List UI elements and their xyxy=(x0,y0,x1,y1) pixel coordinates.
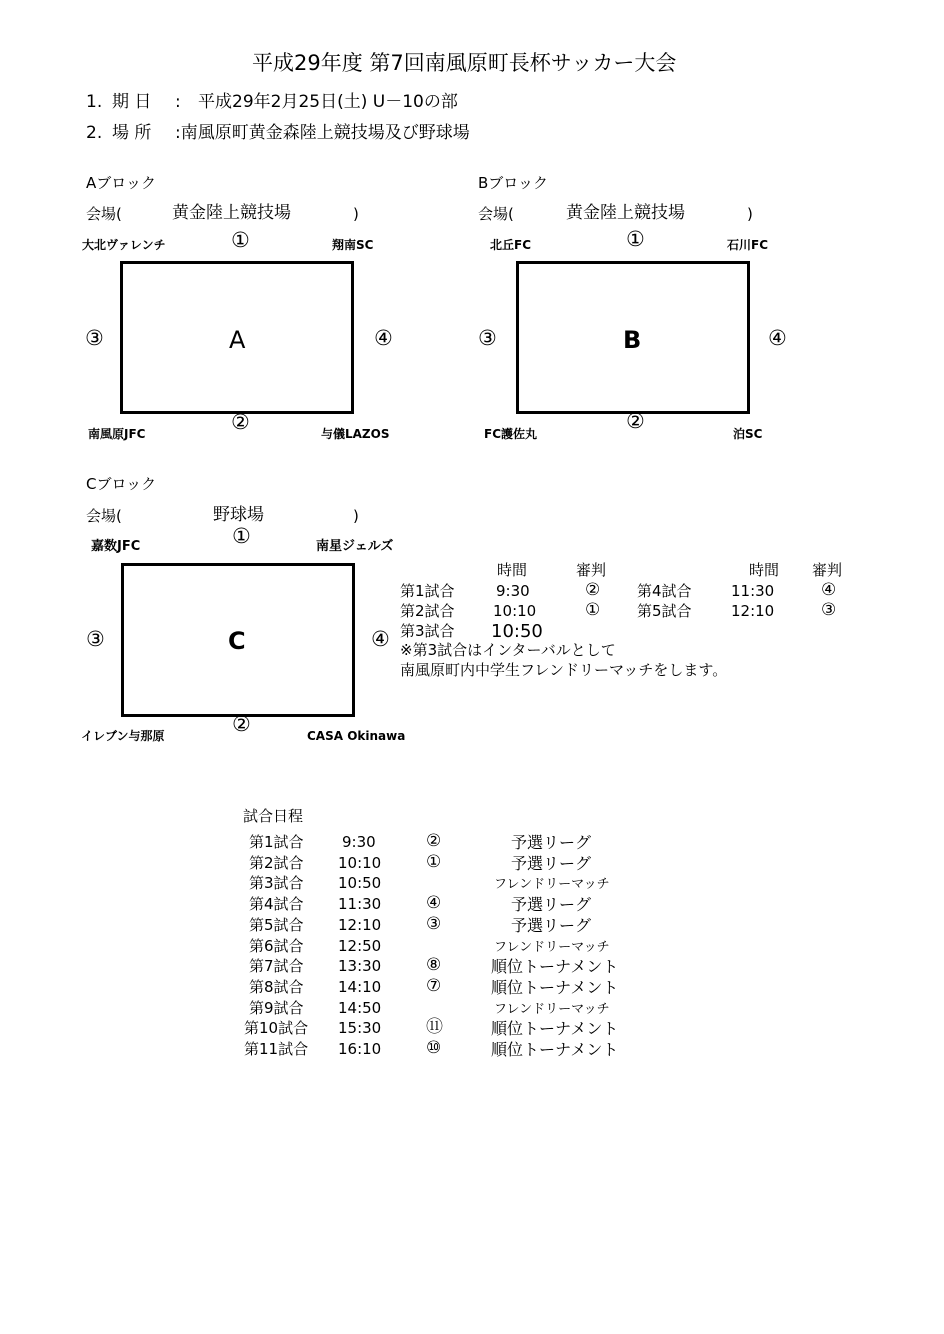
c-schedule-row-ref: ④ xyxy=(821,580,837,600)
c-schedule-row-ref: ① xyxy=(585,600,601,620)
block-b-venue-close: ) xyxy=(747,205,753,223)
schedule-row-match: 第1試合 xyxy=(249,833,304,851)
block-b-pos-left: ③ xyxy=(478,326,497,350)
c-schedule-row-time: 9:30 xyxy=(496,582,530,600)
schedule-row-match: 第4試合 xyxy=(249,895,304,913)
c-schedule-row-ref: ② xyxy=(585,580,601,600)
c-schedule-row-time: 10:50 xyxy=(491,621,543,642)
block-a-team-bottom-right: 与儀LAZOS xyxy=(321,427,390,441)
block-a-team-top-left: 大北ヴァレンチ xyxy=(82,238,166,252)
schedule-row-type: 予選リーグ xyxy=(511,916,592,935)
c-schedule-row-match: 第3試合 xyxy=(400,622,455,640)
block-a-venue-open: 会場( xyxy=(86,205,122,223)
schedule-row-match: 第3試合 xyxy=(249,874,304,892)
schedule-row-type: 順位トーナメント xyxy=(491,1019,619,1038)
block-b-team-bottom-left: FC護佐丸 xyxy=(484,427,538,441)
date-number: 1. xyxy=(86,92,103,112)
block-b-team-top-right: 石川FC xyxy=(727,238,769,252)
c-schedule-head-ref-1: 審判 xyxy=(576,561,607,579)
date-label: 期 日 xyxy=(112,92,152,112)
schedule-row-time: 10:50 xyxy=(338,874,382,892)
block-a-heading: Aブロック xyxy=(86,174,156,192)
schedule-row-time: 14:50 xyxy=(338,999,382,1017)
schedule-row-match: 第6試合 xyxy=(249,937,304,955)
c-schedule-row-time: 11:30 xyxy=(731,582,775,600)
block-c-letter: C xyxy=(228,627,246,655)
schedule-row-time: 13:30 xyxy=(338,957,382,975)
c-schedule-row-match: 第4試合 xyxy=(637,582,692,600)
schedule-row-match: 第8試合 xyxy=(249,978,304,996)
place-number: 2. xyxy=(86,123,103,143)
block-c-venue-name: 野球場 xyxy=(213,505,264,525)
schedule-row-match: 第5試合 xyxy=(249,916,304,934)
c-schedule-note-2: 南風原町内中学生フレンドリーマッチをします。 xyxy=(400,661,728,679)
c-schedule-row-match: 第2試合 xyxy=(400,602,455,620)
block-a-pos-bottom: ② xyxy=(231,410,250,434)
schedule-row-time: 9:30 xyxy=(342,833,376,851)
schedule-row-type: 予選リーグ xyxy=(511,895,592,914)
schedule-row-type: フレンドリーマッチ xyxy=(494,940,610,955)
page-title: 平成29年度 第7回南風原町長杯サッカー大会 xyxy=(252,51,677,75)
c-schedule-row-match: 第5試合 xyxy=(637,602,692,620)
place-value: :南風原町黄金森陸上競技場及び野球場 xyxy=(175,123,470,143)
schedule-row-type: 順位トーナメント xyxy=(491,1040,619,1059)
block-b-letter: B xyxy=(623,326,642,354)
block-b-venue-open: 会場( xyxy=(478,205,514,223)
schedule-row-type: フレンドリーマッチ xyxy=(494,1002,610,1017)
block-c-pos-left: ③ xyxy=(86,627,105,651)
block-c-venue-open: 会場( xyxy=(86,507,122,525)
block-a-letter: A xyxy=(229,326,246,354)
schedule-row-type: 予選リーグ xyxy=(511,833,592,852)
schedule-row-type: 順位トーナメント xyxy=(491,957,619,976)
date-colon: : xyxy=(175,92,181,112)
schedule-row-match: 第11試合 xyxy=(244,1040,309,1058)
block-a-team-bottom-left: 南風原JFC xyxy=(88,427,146,441)
schedule-row-ref: ⑦ xyxy=(426,976,442,996)
schedule-row-time: 15:30 xyxy=(338,1019,382,1037)
c-schedule-row-ref: ③ xyxy=(821,600,837,620)
schedule-row-type: 予選リーグ xyxy=(511,854,592,873)
schedule-row-time: 11:30 xyxy=(338,895,382,913)
block-a-pos-top: ① xyxy=(231,228,250,252)
block-c-pos-top: ① xyxy=(232,524,251,548)
block-b-team-top-left: 北丘FC xyxy=(490,238,532,252)
schedule-row-match: 第7試合 xyxy=(249,957,304,975)
c-schedule-head-time-1: 時間 xyxy=(497,561,528,579)
block-c-team-bottom-right: CASA Okinawa xyxy=(307,729,406,743)
schedule-row-match: 第2試合 xyxy=(249,854,304,872)
schedule-row-time: 12:10 xyxy=(338,916,382,934)
schedule-row-ref: ② xyxy=(426,831,442,851)
schedule-row-ref: ③ xyxy=(426,914,442,934)
schedule-row-ref: ④ xyxy=(426,893,442,913)
schedule-row-match: 第9試合 xyxy=(249,999,304,1017)
schedule-row-time: 14:10 xyxy=(338,978,382,996)
block-c-pos-bottom: ② xyxy=(232,712,251,736)
block-b-pos-right: ④ xyxy=(768,326,787,350)
place-label: 場 所 xyxy=(112,123,152,143)
schedule-row-type: フレンドリーマッチ xyxy=(494,877,610,892)
schedule-row-time: 10:10 xyxy=(338,854,382,872)
schedule-row-ref: ⑧ xyxy=(426,955,442,975)
block-b-heading: Bブロック xyxy=(478,174,548,192)
block-c-team-bottom-left: イレブン与那原 xyxy=(81,729,165,743)
schedule-row-match: 第10試合 xyxy=(244,1019,309,1037)
block-c-pos-right: ④ xyxy=(371,627,390,651)
block-b-pos-bottom: ② xyxy=(626,409,645,433)
block-a-pos-right: ④ xyxy=(374,326,393,350)
block-b-pos-top: ① xyxy=(626,227,645,251)
schedule-row-type: 順位トーナメント xyxy=(491,978,619,997)
c-schedule-row-time: 12:10 xyxy=(731,602,775,620)
block-a-team-top-right: 翔南SC xyxy=(332,238,374,252)
c-schedule-head-time-2: 時間 xyxy=(749,561,780,579)
schedule-row-time: 12:50 xyxy=(338,937,382,955)
schedule-heading: 試合日程 xyxy=(243,807,304,825)
c-schedule-row-match: 第1試合 xyxy=(400,582,455,600)
c-schedule-note-1: ※第3試合はインターバルとして xyxy=(400,641,616,659)
c-schedule-head-ref-2: 審判 xyxy=(812,561,843,579)
schedule-row-ref: ⑪ xyxy=(426,1017,443,1037)
block-c-heading: Cブロック xyxy=(86,475,157,493)
block-c-team-top-left: 嘉数JFC xyxy=(91,539,141,554)
date-value: 平成29年2月25日(土) U－10の部 xyxy=(198,92,458,112)
block-b-team-bottom-right: 泊SC xyxy=(733,427,763,441)
block-a-venue-close: ) xyxy=(353,205,359,223)
schedule-row-ref: ⑩ xyxy=(426,1038,442,1058)
schedule-row-ref: ① xyxy=(426,852,442,872)
block-a-pos-left: ③ xyxy=(85,326,104,350)
block-a-venue-name: 黄金陸上競技場 xyxy=(172,203,291,223)
block-c-team-top-right: 南星ジェルズ xyxy=(316,539,394,554)
block-b-venue-name: 黄金陸上競技場 xyxy=(566,203,685,223)
schedule-row-time: 16:10 xyxy=(338,1040,382,1058)
block-c-venue-close: ) xyxy=(353,507,359,525)
c-schedule-row-time: 10:10 xyxy=(493,602,537,620)
